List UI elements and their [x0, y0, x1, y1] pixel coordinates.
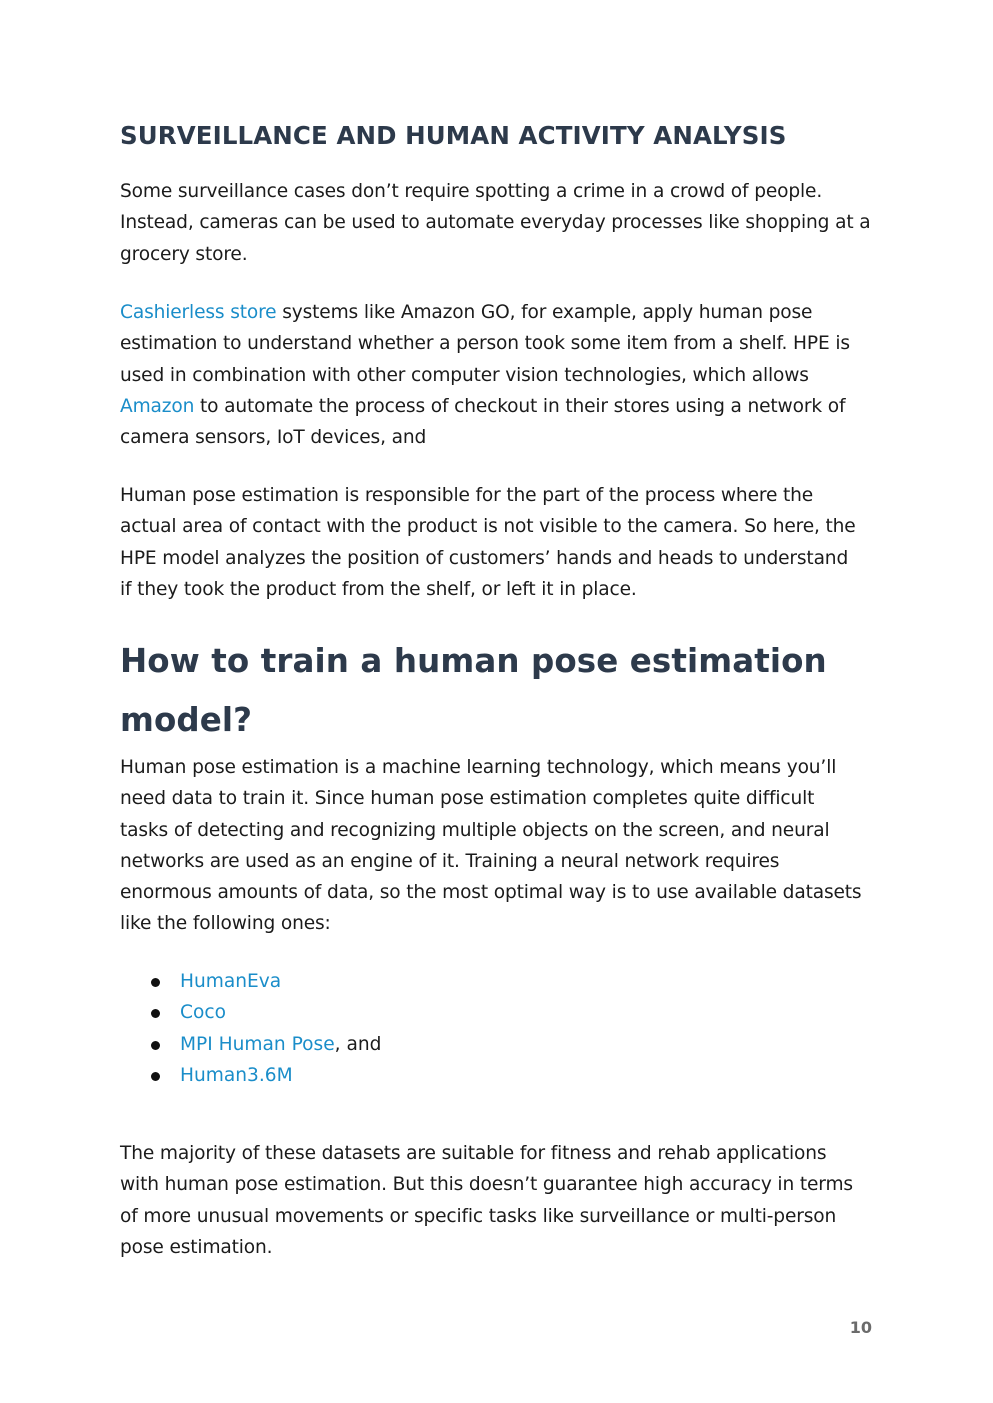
- text-line: with human pose estimation. But this doesn’t guarantee high accuracy in terms: [120, 1174, 853, 1196]
- text-line: pose estimation.: [120, 1236, 273, 1258]
- cashierless-store-link[interactable]: Cashierless store: [120, 302, 277, 323]
- text-segment: to automate the process of checkout in their stores using a network of: [194, 395, 846, 417]
- text-line: [120, 391, 878, 422]
- paragraph-hpe-contact: [120, 480, 878, 605]
- text-line: of more unusual movements or specific tasks like surveillance or multi-person: [120, 1205, 837, 1227]
- dataset-list: [120, 966, 381, 1091]
- section-heading-surveillance: SURVEILLANCE AND HUMAN ACTIVITY ANALYSIS: [120, 121, 787, 150]
- text-line: Some surveillance cases don’t require spotting a crime in a crowd of people.: [120, 181, 823, 202]
- bullet-icon: [151, 1009, 160, 1018]
- text-line: estimation to understand whether a person took some item from a shelf. HPE is: [120, 333, 850, 355]
- human36m-link[interactable]: Human3.6M: [180, 1064, 293, 1086]
- list-item: [120, 966, 381, 997]
- mpi-human-pose-link[interactable]: MPI Human Pose: [180, 1033, 335, 1055]
- text-line: need data to train it. Since human pose estimation completes quite difficult: [120, 788, 815, 810]
- text-line: Human pose estimation is a machine learning technology, which means you’ll: [120, 757, 837, 778]
- section-heading-training: How to train a human pose estimation model?: [120, 642, 827, 739]
- text-line: The majority of these datasets are suitable for fitness and rehab applications: [120, 1143, 827, 1164]
- list-item-suffix: , and: [334, 1033, 382, 1055]
- text-line: if they took the product from the shelf, or left it in place.: [120, 578, 637, 600]
- paragraph-cashierless: [120, 297, 878, 453]
- text-line: HPE model analyzes the position of customers’ hands and heads to understand: [120, 547, 849, 569]
- text-segment: systems like Amazon GO, for example, apply human pose: [276, 302, 813, 323]
- page-number: 10: [849, 1318, 872, 1337]
- paragraph-dataset-limitations: [120, 1138, 878, 1263]
- paragraph-surveillance-intro: [120, 176, 878, 270]
- text-line: actual area of contact with the product is not visible to the camera. So here, the: [120, 516, 856, 538]
- list-item: [120, 1029, 381, 1060]
- paragraph-training-intro: [120, 752, 878, 940]
- list-item: [120, 1060, 381, 1091]
- amazon-link[interactable]: Amazon: [120, 395, 195, 417]
- text-line: networks are used as an engine of it. Training a neural network requires: [120, 850, 780, 872]
- bullet-icon: [151, 1072, 160, 1081]
- text-line: tasks of detecting and recognizing multiple objects on the screen, and neural: [120, 819, 830, 841]
- text-line: [120, 297, 878, 328]
- list-item: [120, 997, 381, 1028]
- bullet-icon: [151, 1041, 160, 1050]
- text-line: like the following ones:: [120, 913, 331, 935]
- humaneva-link[interactable]: HumanEva: [180, 971, 282, 992]
- text-line: Human pose estimation is responsible for the part of the process where the: [120, 485, 814, 506]
- text-line: Instead, cameras can be used to automate everyday processes like shopping at a: [120, 212, 871, 234]
- text-line: camera sensors, IoT devices, and: [120, 427, 427, 449]
- text-line: enormous amounts of data, so the most optimal way is to use available datasets: [120, 882, 862, 904]
- text-line: used in combination with other computer vision technologies, which allows: [120, 364, 809, 386]
- text-line: grocery store.: [120, 243, 248, 265]
- coco-link[interactable]: Coco: [180, 1002, 226, 1024]
- bullet-icon: [151, 978, 160, 987]
